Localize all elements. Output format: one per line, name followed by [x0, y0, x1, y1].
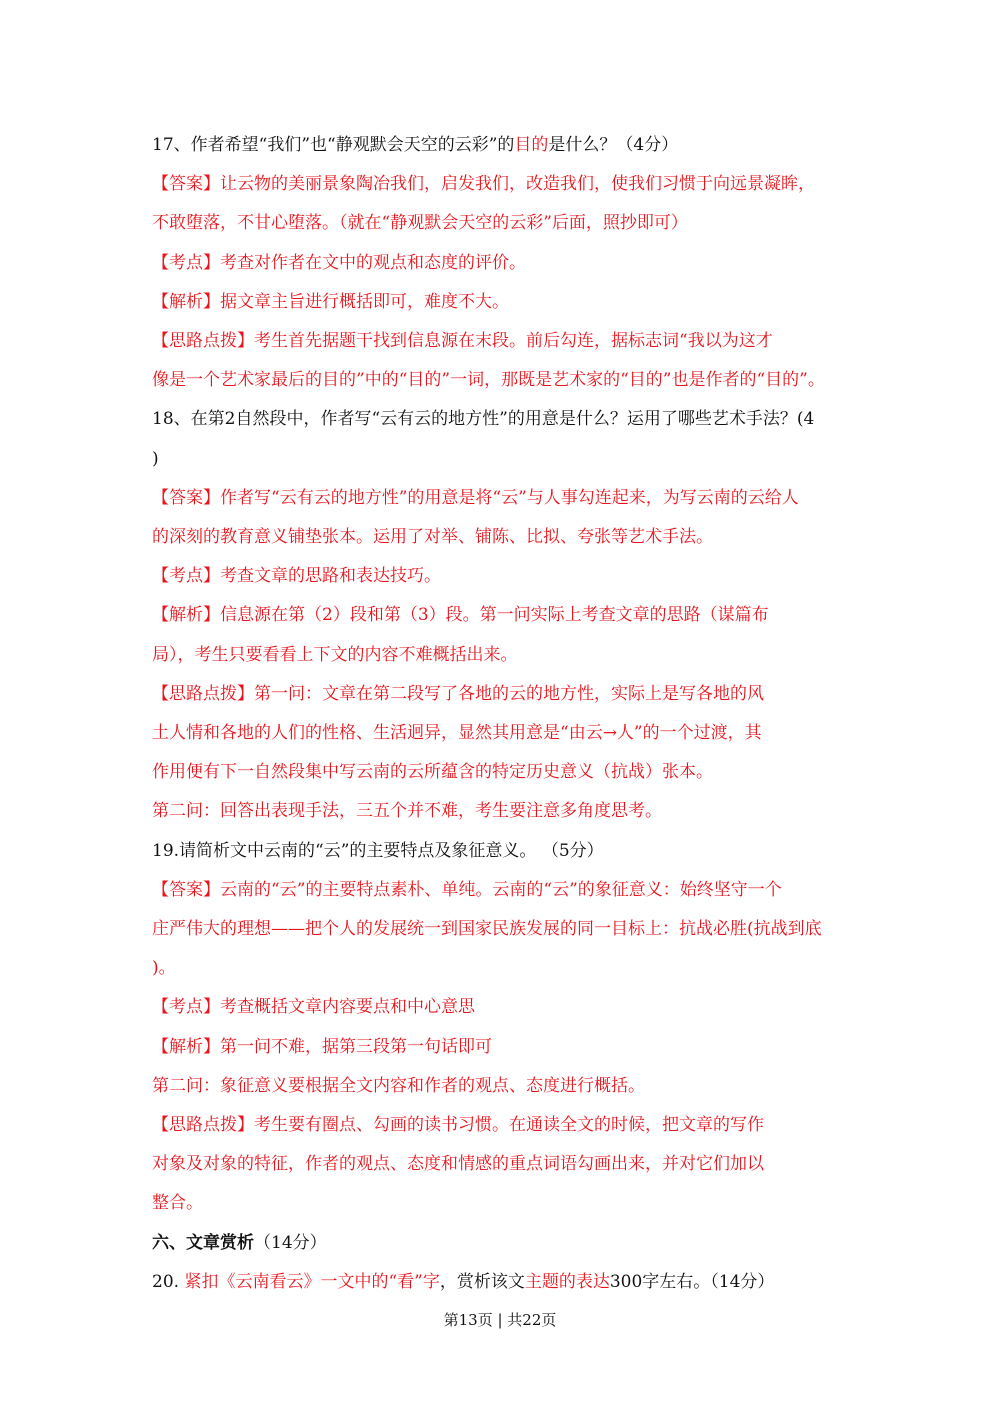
q19-answer-line-1: 【答案】云南的“云”的主要特点素朴、单纯。云南的“云”的象征意义：始终坚守一个 [152, 879, 782, 900]
q20-number: 20. [152, 1271, 180, 1292]
q17-point: 【考点】考查对作者在文中的观点和态度的评价。 [152, 252, 526, 273]
section-6-score: （14分） [254, 1232, 327, 1253]
q17-prompt-text: 17、作者希望“我们”也“静观默会天空的云彩”的 [152, 135, 515, 155]
page-footer: 第13页 | 共22页 [443, 1311, 557, 1329]
q18-hint-line-4: 第二问：回答出表现手法，三五个并不难，考生要注意多角度思考。 [152, 801, 662, 822]
q19-answer-line-2: 庄严伟大的理想——把个人的发展统一到国家民族发展的同一目标上：抗战必胜(抗战到底 [152, 919, 822, 940]
q18-hint-line-3: 作用便有下一自然段集中写云南的云所蕴含的特定历史意义（抗战）张本。 [152, 762, 713, 783]
q19-analysis-line-1: 【解析】第一问不难，据第三段第一句话即可 [152, 1036, 492, 1057]
q18-hint-line-1: 【思路点拨】第一问：文章在第二段写了各地的云的地方性，实际上是写各地的风 [152, 683, 764, 704]
q19-analysis-line-2: 第二问：象征意义要根据全文内容和作者的观点、态度进行概括。 [152, 1075, 645, 1096]
q17-answer-line-1: 【答案】让云物的美丽景象陶冶我们，启发我们，改造我们，使我们习惯于向远景凝眸， [152, 174, 815, 195]
q18-prompt-line-1: 18、在第2自然段中，作者写“云有云的地方性”的用意是什么？运用了哪些艺术手法？(4 [152, 409, 815, 430]
q18-point: 【考点】考查文章的思路和表达技巧。 [152, 566, 441, 587]
q17-hint-line-1: 【思路点拨】考生首先据题干找到信息源在末段。前后勾连，据标志词“我以为这才 [152, 331, 773, 352]
q17-prompt-score: 是什么？（4分） [548, 135, 679, 155]
page-content [152, 126, 852, 1302]
q17-answer-line-2: 不敢堕落，不甘心堕落。（就在“静观默会天空的云彩”后面，照抄即可） [152, 213, 688, 234]
q20-highlight-2: 主题的表达 [524, 1271, 610, 1292]
q17-prompt-highlight: 目的 [514, 135, 549, 155]
q18-hint-line-2: 土人情和各地的人们的性格、生活迥异，显然其用意是“由云→人”的一个过渡，其 [152, 723, 762, 744]
q17-prompt [152, 126, 852, 165]
q20-highlight-1: 紧扣《云南看云》一文中的“看”字 [184, 1271, 440, 1292]
q19-hint-line-1: 【思路点拨】考生要有圈点、勾画的读书习惯。在通读全文的时候，把文章的写作 [152, 1115, 764, 1136]
q18-prompt-line-2: ) [152, 448, 159, 469]
q17-hint-line-2: 像是一个艺术家最后的目的”中的“目的”一词，那既是艺术家的“目的”也是作者的“目的”。 [152, 370, 825, 391]
q18-answer-line-2: 的深刻的教育意义铺垫张本。运用了对举、铺陈、比拟、夸张等艺术手法。 [152, 527, 713, 548]
q18-answer-line-1: 【答案】作者写“云有云的地方性”的用意是将“云”与人事勾连起来，为写云南的云给人 [152, 487, 799, 508]
q18-analysis-line-2: 局），考生只要看看上下文的内容不难概括出来。 [152, 644, 518, 665]
q19-point: 【考点】考查概括文章内容要点和中心意思 [152, 997, 475, 1018]
q19-prompt: 19.请简析文中云南的“云”的主要特点及象征意义。 （5分） [152, 840, 604, 861]
q20-text-1: ，赏析该文 [439, 1271, 525, 1292]
section-6-heading [152, 1224, 852, 1263]
q20-text-2: 300字左右。（14分） [609, 1271, 775, 1292]
q19-hint-line-3: 整合。 [152, 1193, 203, 1214]
q19-hint-line-2: 对象及对象的特征，作者的观点、态度和情感的重点词语勾画出来，并对它们加以 [152, 1154, 764, 1175]
q19-answer-line-3: )。 [152, 958, 176, 979]
section-6-title: 六、文章赏析 [152, 1232, 254, 1253]
q20-prompt [152, 1263, 852, 1302]
q18-analysis-line-1: 【解析】信息源在第（2）段和第（3）段。第一问实际上考查文章的思路（谋篇布 [152, 605, 769, 626]
q17-analysis: 【解析】据文章主旨进行概括即可，难度不大。 [152, 291, 509, 312]
